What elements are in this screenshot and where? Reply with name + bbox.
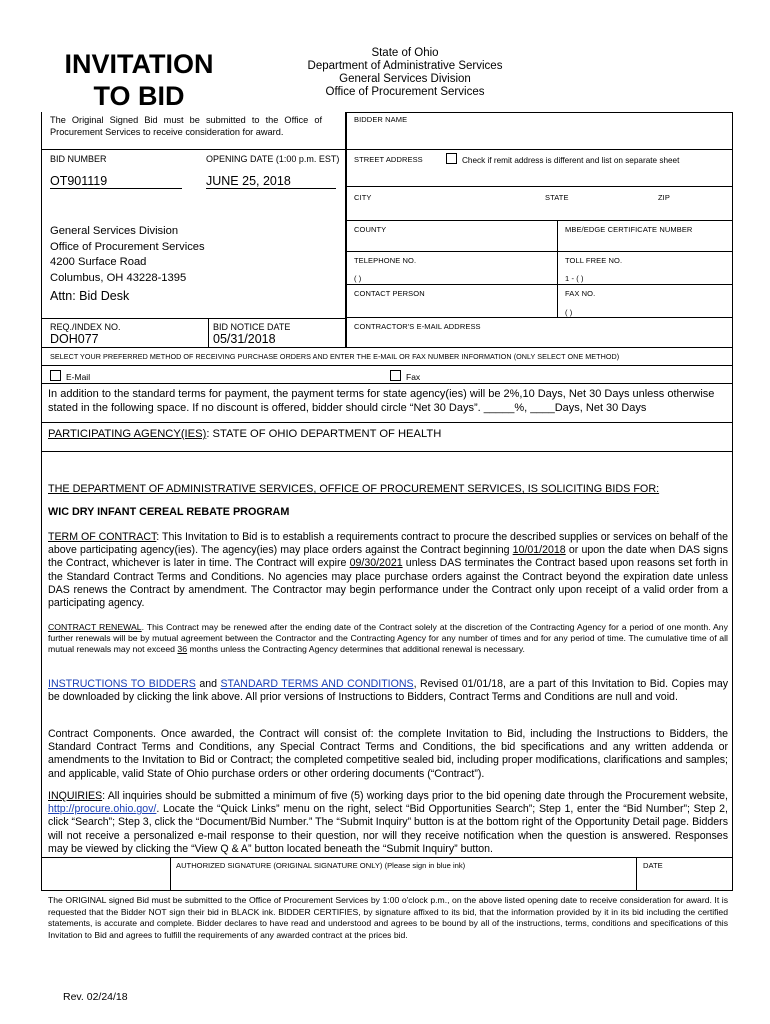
- form-border: [41, 112, 42, 348]
- remit-checkbox[interactable]: [446, 153, 457, 164]
- inquiries-heading: INQUIRIES: [48, 790, 103, 802]
- fax-option[interactable]: [390, 370, 420, 382]
- bid-number-label: BID NUMBER: [50, 154, 107, 164]
- signature-field[interactable]: AUTHORIZED SIGNATURE (ORIGINAL SIGNATURE ONLY) (Please sign in blue ink): [176, 861, 466, 870]
- mailing-address: [50, 224, 205, 286]
- form-border: [557, 220, 558, 318]
- form-border: [41, 890, 733, 891]
- bid-number: OT901119: [50, 174, 182, 189]
- telephone-label: TELEPHONE NO.: [354, 256, 417, 265]
- term-text-1: : This Invitation to Bid is to establish a requirements contract to procure the described supplies or services on behalf of the above participating agency(ies). The agency(ies) may place orders against the Contract beginning: [48, 531, 728, 557]
- agency-line: State of Ohio: [371, 47, 439, 59]
- form-border: [345, 220, 733, 221]
- participating-label: PARTICIPATING AGENCY(IES): [48, 428, 207, 440]
- fax-option-label: Fax: [406, 372, 421, 382]
- tollfree-label: TOLL FREE NO.: [565, 256, 623, 265]
- form-border: [636, 857, 637, 891]
- procure-website-link[interactable]: http://procure.ohio.gov/: [48, 803, 157, 816]
- title-line-1: INVITATION: [64, 49, 214, 79]
- street-address-field[interactable]: STREET ADDRESS: [354, 155, 423, 164]
- zip-field[interactable]: ZIP: [658, 193, 670, 202]
- email-checkbox[interactable]: [50, 370, 61, 381]
- program-name: WIC DRY INFANT CEREAL REBATE PROGRAM: [48, 506, 290, 518]
- form-border: [345, 112, 733, 113]
- fax-label: FAX NO.: [565, 289, 596, 298]
- form-border: [345, 112, 347, 348]
- email-option-label: E-Mail: [66, 372, 91, 382]
- contractor-email-field[interactable]: CONTRACTOR'S E-MAIL ADDRESS: [354, 322, 481, 331]
- term-start-date: 10/01/2018: [512, 544, 566, 557]
- page-title: [50, 48, 228, 112]
- renewal-heading: CONTRACT RENEWAL: [48, 622, 142, 632]
- state-field[interactable]: STATE: [545, 193, 569, 202]
- term-text-3: unless DAS terminates the Contract based upon reasons set forth in the Standard Contract Terms and Conditions. No agencies may place purchase orders against the Contract beyond the expiration date unless DAS renews the Contract by amendment. The Contractor may begin performance under the Contract only upon receipt of a valid order from a participating agency.: [48, 557, 729, 610]
- email-option[interactable]: [50, 370, 90, 382]
- term-heading: TERM OF CONTRACT: [48, 531, 157, 543]
- bid-notice-label: BID NOTICE DATE: [213, 322, 291, 332]
- form-border: [345, 317, 733, 318]
- remit-checkbox-row[interactable]: [446, 153, 679, 165]
- instructions-text: , Revised 01/01/18, are a part of this Invitation to Bid. Copies may be downloaded by clicking the link above. All prior versions of Instructions to Bidders, Contract Terms and Conditions are null and void.: [48, 678, 729, 704]
- req-index-value: DOH077: [50, 332, 99, 346]
- form-border: [732, 112, 733, 348]
- form-border: [345, 149, 733, 150]
- submit-note: The Original Signed Bid must be submitted to the Office of Procurement Services to receive consideration for award.: [50, 115, 322, 137]
- inquiries-paragraph: [48, 790, 728, 856]
- inquiries-text-2: . Locate the “Quick Links” menu on the right, select “Bid Opportunities Search”; Step 1, enter the “Bid Number”; Step 2, click “Search”; Step 3, click the “Document/Bid Number.” The “Submit Inquiry” button is at the bottom right of the Opportunity Detail page. Bidders will not receive a personalized e-mail response to their question, nor will they receive notification when the question is answered. Responses may be viewed by clicking the “View Q & A” button located beneath the “Submit Inquiry” button.: [48, 803, 728, 855]
- form-border: [41, 857, 733, 858]
- city-field[interactable]: CITY: [354, 193, 372, 202]
- form-border: [41, 422, 42, 452]
- form-border: [41, 383, 42, 423]
- form-border: [41, 347, 733, 348]
- remit-checkbox-label: Check if remit address is different and list on separate sheet: [462, 156, 680, 165]
- form-border: [732, 422, 733, 452]
- terms-conditions-link[interactable]: STANDARD TERMS AND CONDITIONS: [220, 678, 414, 690]
- bidder-name-field[interactable]: BIDDER NAME: [354, 115, 408, 124]
- address-line: 4200 Surface Road: [50, 256, 147, 268]
- term-end-date: 09/30/2021: [349, 557, 403, 570]
- address-line: General Services Division: [50, 225, 179, 237]
- telephone-field[interactable]: ( ): [354, 274, 362, 283]
- soliciting-heading: THE DEPARTMENT OF ADMINISTRATIVE SERVICES, OFFICE OF PROCUREMENT SERVICES, IS SOLICITING BIDS FOR:: [48, 483, 660, 495]
- req-index-label: REQ./INDEX NO.: [50, 322, 121, 332]
- form-border: [41, 451, 733, 452]
- form-border: [345, 251, 733, 252]
- mbe-certificate-field[interactable]: MBE/EDGE CERTIFICATE NUMBER: [565, 225, 693, 234]
- form-border: [732, 383, 733, 423]
- form-border: [41, 383, 733, 384]
- participating-agency: [48, 428, 441, 440]
- address-line: Columbus, OH 43228-1395: [50, 271, 187, 284]
- method-label: SELECT YOUR PREFERRED METHOD OF RECEIVING PURCHASE ORDERS AND ENTER THE E-MAIL OR FAX NUMBER INFORMATION (ONLY SELECT ONE METHOD): [50, 352, 620, 361]
- participating-value: : STATE OF OHIO DEPARTMENT OF HEALTH: [206, 428, 442, 440]
- contact-person-field[interactable]: CONTACT PERSON: [354, 289, 425, 298]
- agency-line: Department of Administrative Services: [307, 60, 503, 72]
- instructions-paragraph: [48, 678, 728, 704]
- term-text-2: or upon the date when DAS signs the Contract, whichever is later in time. The Contract will expire: [48, 544, 728, 570]
- revision-date: Rev. 02/24/18: [63, 991, 128, 1003]
- contract-components: Contract Components. Once awarded, the Contract will consist of: the complete Invitation to Bid, including the Instructions to Bidders, the Standard Contract Terms and Conditions, any Special Contract Terms and Conditions, the bid specifications and any written addenda or amendments to the Invitation to Bid or Contract; the completed competitive sealed bid, including proper modifications, clarifications and samples; and applicable, valid State of Ohio purchase orders or other ordering documents (“Contract”).: [48, 728, 728, 780]
- form-border: [208, 318, 209, 348]
- fax-checkbox[interactable]: [390, 370, 401, 381]
- form-border: [41, 422, 733, 423]
- form-border: [732, 451, 733, 891]
- contract-renewal: [48, 622, 728, 655]
- renewal-text-2: months unless the Contracting Agency determines that additional renewal is necessary.: [187, 644, 525, 654]
- address-line: Office of Procurement Services: [50, 240, 205, 253]
- agency-line: General Services Division: [339, 73, 471, 85]
- tollfree-field[interactable]: 1 - ( ): [565, 274, 584, 283]
- renewal-text-1: . This Contract may be renewed after the ending date of the Contract solely at the discretion of the Contracting Agency for a period of one month. Any further renewals will be by mutual agreement between the Contractor and the Contracting Agency for any number of times and for any period of time. The cumulative time of all mutual renewals may not exceed: [48, 622, 728, 654]
- term-of-contract: [48, 531, 728, 610]
- form-border: [41, 318, 346, 319]
- form-border: [170, 857, 171, 891]
- payment-terms: In addition to the standard terms for payment, the payment terms for state agency(ies) will be 2%,10 Days, Net 30 Days unless otherwise stated in the following space. If no discount is offered, bidder should circle “Net 30 Days”. _____%, ____Days, Net 30 Days: [48, 388, 715, 414]
- form-border: [41, 365, 733, 366]
- agency-line: Office of Procurement Services: [325, 86, 485, 98]
- attn-line: Attn: Bid Desk: [50, 289, 130, 303]
- form-border: [41, 149, 346, 150]
- fax-field[interactable]: ( ): [565, 308, 573, 317]
- county-field[interactable]: COUNTY: [354, 225, 387, 234]
- opening-date: JUNE 25, 2018: [206, 174, 336, 189]
- instructions-and: and: [195, 678, 221, 690]
- form-border: [41, 451, 42, 891]
- title-line-2: TO BID: [93, 81, 185, 111]
- opening-date-label: OPENING DATE (1:00 p.m. EST): [206, 154, 340, 164]
- bid-notice-value: 05/31/2018: [213, 332, 276, 346]
- renewal-months: 36: [177, 644, 188, 654]
- form-border: [345, 284, 733, 285]
- agency-header: [270, 47, 540, 99]
- form-border: [345, 186, 733, 187]
- instructions-link[interactable]: INSTRUCTIONS TO BIDDERS: [48, 678, 196, 690]
- footer-note: The ORIGINAL signed Bid must be submitted to the Office of Procurement Services by 1:00 o'clock p.m., on the above listed opening date to receive consideration for award. It is requested that the Bidder NOT sign their bid in BLACK ink. BIDDER CERTIFIES, by signature affixed to its bid, that the information provided by it in its bid including the certified statements, is accurate and complete. Bidder declares to have read and understood and agrees to be bound by all of the instructions, terms, conditions and specifications of this Invitation to Bid and agrees to fulfill the requirements of any awarded contract at the prices bid.: [48, 895, 728, 940]
- signature-date-field[interactable]: DATE: [643, 861, 663, 870]
- inquiries-text-1: : All inquiries should be submitted a minimum of five (5) working days prior to the bid opening date through the Procurement website,: [102, 790, 728, 802]
